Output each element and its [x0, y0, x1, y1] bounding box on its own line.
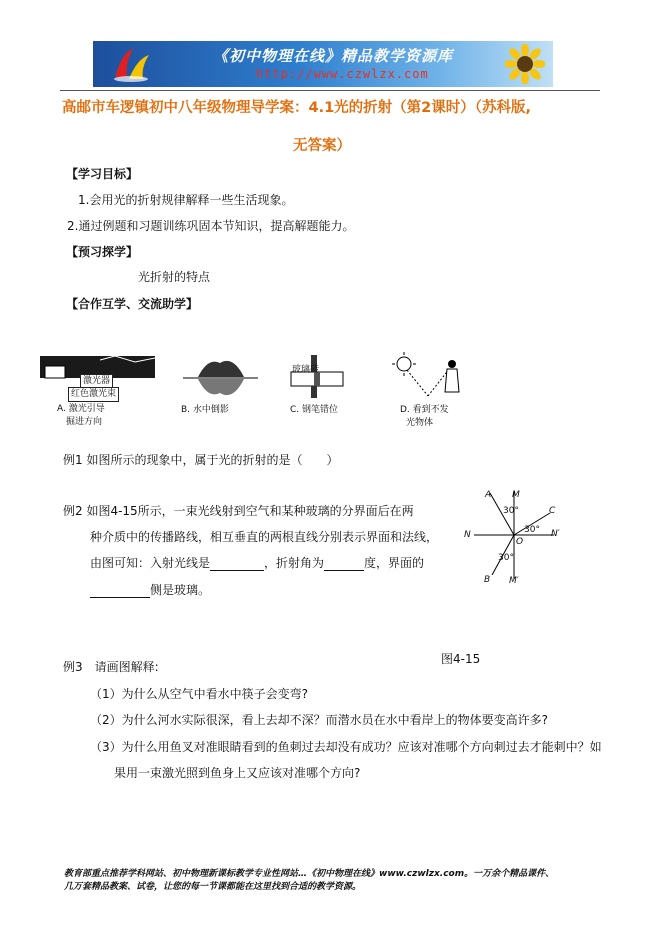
label-N-prime: N′ — [551, 529, 560, 539]
example-2-text-a: 由图可知：入射光线是 — [90, 556, 211, 570]
sunflower-icon — [505, 44, 545, 84]
section-cooperation: 【合作互学、交流助学】 — [66, 297, 199, 311]
banner-url: http://www.czwlzx.com — [256, 67, 429, 81]
example-2-text-b: ，折射角为 — [264, 556, 325, 570]
figure-a-caption-1: A. 激光引导 — [57, 404, 105, 414]
example-2-line4 — [90, 581, 210, 598]
example-2-line3 — [90, 554, 424, 571]
figure-d-caption-2: 光物体 — [406, 418, 434, 428]
figure-d-caption-1: D. 看到不发 — [400, 405, 449, 415]
example-3-q2: （2）为什么河水实际很深，看上去却不深？而潜水员在水中看岸上的物体要变高许多? — [90, 713, 549, 727]
label-B: B — [484, 575, 491, 585]
blank-refraction-angle[interactable] — [324, 558, 364, 571]
example-3-head: 例3 请画图解释: — [63, 660, 159, 674]
angle-label-3: 30° — [498, 553, 514, 563]
figure-a-label-laser: 激光器 — [80, 374, 113, 389]
example-2-line1: 例2 如图4-15所示，一束光线射到空气和某种玻璃的分界面后在两 — [63, 504, 414, 518]
doc-title-line1: 高邮市车逻镇初中八年级物理导学案：4.1光的折射（第2课时）（苏科版, — [62, 100, 532, 116]
example-3-q3-line2: 果用一束激光照到鱼身上又应该对准哪个方向? — [114, 766, 361, 780]
site-logo — [111, 45, 151, 83]
blank-glass-side[interactable] — [90, 585, 150, 598]
blank-incident-ray[interactable] — [210, 558, 264, 571]
figure-b-caption: B. 水中倒影 — [181, 405, 229, 415]
label-C: C — [549, 506, 556, 516]
label-N: N — [464, 530, 471, 540]
figure-a-label-beam: 红色激光束 — [68, 387, 119, 402]
figure-c-pen-drawing — [285, 355, 350, 400]
figure-4-15-caption: 图4-15 — [441, 652, 481, 666]
example-3-q3-line1: （3）为什么用鱼叉对准眼睛看到的鱼刺过去却没有成功？应该对准哪个方向刺过去才能刺中？如 — [90, 740, 602, 754]
angle-label-2: 30° — [524, 525, 540, 535]
footer-line1: 教育部重点推荐学科网站、初中物理新课标教学专业性网站…《初中物理在线》www.czwlzx.com。一万余个精品课件、 — [64, 869, 555, 879]
banner-title: 《初中物理在线》精品教学资源库 — [213, 47, 454, 65]
figure-c-caption: C. 钢笔错位 — [290, 405, 339, 415]
section-preview: 【预习探学】 — [66, 245, 139, 259]
example-1: 例1 如图所示的现象中，属于光的折射的是（ ） — [63, 453, 339, 467]
figure-d-observer-drawing — [392, 352, 472, 402]
footer-line2: 几万套精品教案、试卷，让您的每一节课都能在这里找到合适的教学资源。 — [64, 882, 362, 892]
header-banner — [93, 41, 553, 87]
example-2-line2: 种介质中的传播路线，相互垂直的两根直线分别表示界面和法线， — [90, 530, 439, 544]
label-O: O — [516, 537, 524, 547]
figure-b-reflection-drawing — [178, 355, 263, 401]
example-2-text-c: 度，界面的 — [364, 556, 425, 570]
doc-title-line2: 无答案） — [293, 138, 351, 154]
label-M: M — [512, 490, 520, 500]
angle-label-1: 30° — [503, 506, 519, 516]
figure-a-caption-2: 掘进方向 — [66, 417, 103, 427]
example-3-q1: （1）为什么从空气中看水中筷子会变弯? — [90, 687, 309, 701]
figure-c-label-glass: 玻璃砖 — [292, 365, 320, 375]
section-goals: 【学习目标】 — [66, 167, 139, 181]
label-A: A — [485, 490, 492, 500]
example-2-text-d: 侧是玻璃。 — [150, 583, 211, 597]
goal-1: 1.会用光的折射规律解释一些生活现象。 — [78, 193, 294, 207]
goal-2: 2.通过例题和习题训练巩固本节知识，提高解题能力。 — [67, 219, 355, 233]
preview-item: 光折射的特点 — [138, 270, 211, 284]
label-M-prime: M′ — [509, 576, 519, 586]
header-rule — [60, 90, 600, 91]
